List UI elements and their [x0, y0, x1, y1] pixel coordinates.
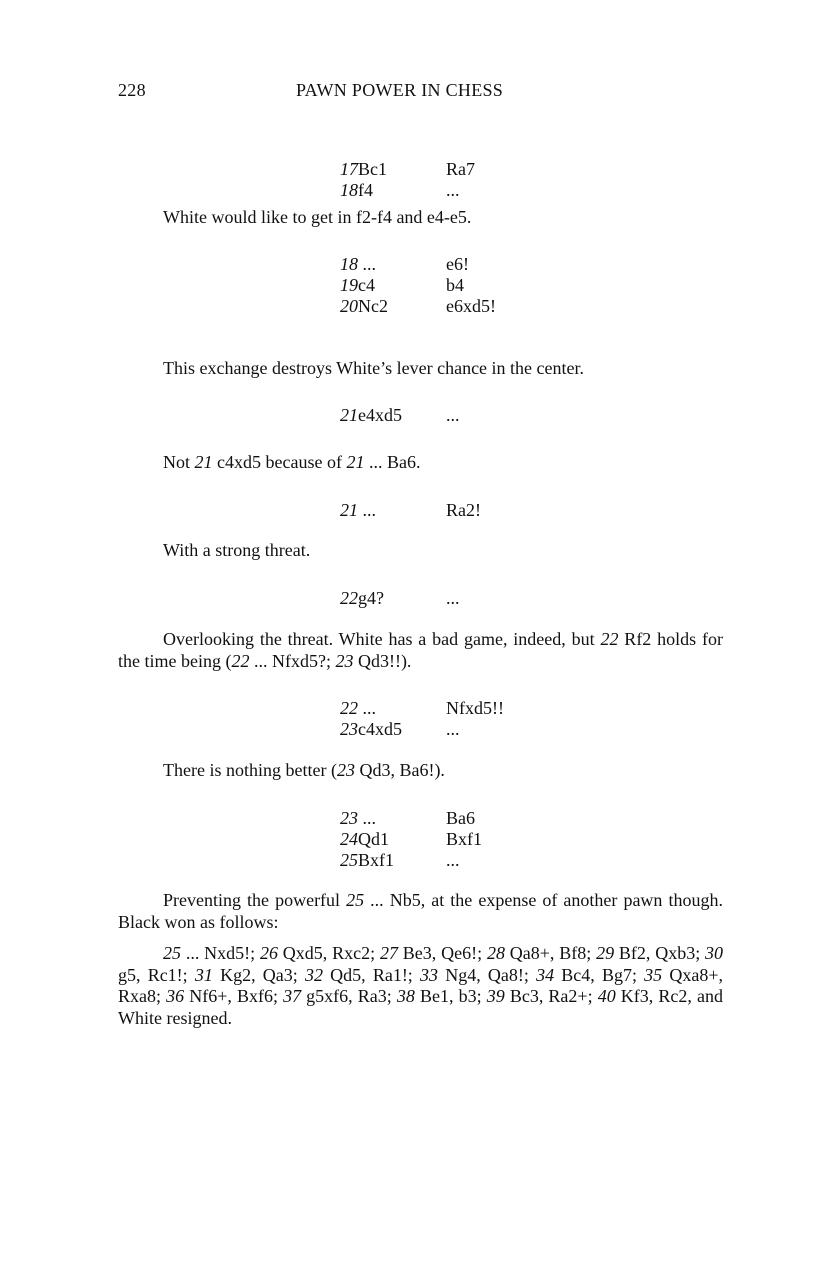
white-move — [340, 180, 446, 201]
move-row — [340, 159, 475, 180]
moves-block — [340, 159, 475, 201]
move-number: 17 — [340, 159, 358, 179]
white-move — [340, 405, 446, 426]
black-move: Ra7 — [446, 159, 475, 179]
moves-block — [340, 405, 460, 426]
white-move-text: e4xd5 — [358, 405, 402, 425]
move-number: 23 — [340, 719, 358, 739]
move-number: 18 — [340, 254, 358, 274]
white-move-text: c4xd5 — [358, 719, 402, 739]
white-move-text: Nc2 — [358, 296, 388, 316]
move-row — [340, 829, 482, 850]
move-number: 20 — [340, 296, 358, 316]
white-move — [340, 500, 446, 521]
move-number: 21 — [340, 500, 358, 520]
black-move: ... — [446, 588, 460, 608]
move-row — [340, 850, 482, 871]
white-move-text: ... — [362, 254, 376, 274]
moves-block — [340, 254, 496, 317]
white-move — [340, 850, 446, 871]
white-move — [340, 698, 446, 719]
move-row — [340, 808, 482, 829]
moves-block — [340, 500, 481, 521]
move-row — [340, 296, 496, 317]
paragraph: There is nothing better (23 Qd3, Ba6!). — [163, 760, 445, 780]
move-row — [340, 405, 460, 426]
move-row — [340, 698, 504, 719]
move-row — [340, 275, 496, 296]
white-move — [340, 808, 446, 829]
white-move — [340, 296, 446, 317]
black-move: e6! — [446, 254, 469, 274]
paragraph: Not 21 c4xd5 because of 21 ... Ba6. — [163, 452, 421, 472]
move-number: 24 — [340, 829, 358, 849]
paragraph: Overlooking the threat. White has a bad game, indeed, but 22 Rf2 holds for the time being (22 ... Nfxd5?; 23 Qd3!!). — [118, 629, 723, 671]
moves-block — [340, 808, 482, 871]
paragraph: 25 ... Nxd5!; 26 Qxd5, Rxc2; 27 Be3, Qe6!; 28 Qa8+, Bf8; 29 Bf2, Qxb3; 30 g5, Rc1!; 31 Kg2, Qa3; 32 Qd5, Ra1!; 33 Ng4, Qa8!; 34 Bc4, Bg7; 35 Qxa8+, Rxa8; 36 Nf6+, Bxf6; 37 g5xf6, Ra3; 38 Be1, b3; 39 Bc3, Ra2+; 40 Kf3, Rc2, and White resigned. — [118, 943, 724, 1028]
move-row — [340, 588, 460, 609]
black-move: e6xd5! — [446, 296, 496, 316]
black-move: ... — [446, 405, 460, 425]
page-header — [118, 80, 718, 106]
white-move-text: Bc1 — [358, 159, 387, 179]
white-move — [340, 254, 446, 275]
black-move: Ba6 — [446, 808, 475, 828]
white-move-text: c4 — [358, 275, 375, 295]
move-row — [340, 500, 481, 521]
white-move — [340, 829, 446, 850]
white-move-text: f4 — [358, 180, 373, 200]
black-move: Bxf1 — [446, 829, 482, 849]
move-row — [340, 180, 475, 201]
white-move — [340, 159, 446, 180]
paragraph: Preventing the powerful 25 ... Nb5, at the expense of another pawn though. Black won as follows: — [118, 890, 723, 932]
white-move-text: Qd1 — [358, 829, 389, 849]
white-move-text: Bxf1 — [358, 850, 394, 870]
black-move: ... — [446, 850, 460, 870]
moves-block — [340, 698, 504, 740]
black-move: Nfxd5!! — [446, 698, 504, 718]
move-number: 22 — [340, 698, 358, 718]
white-move-text: ... — [362, 500, 376, 520]
white-move-text: ... — [362, 808, 376, 828]
page-number: 228 — [118, 80, 146, 100]
paragraph: With a strong threat. — [163, 540, 311, 560]
white-move — [340, 588, 446, 609]
white-move — [340, 275, 446, 296]
move-row — [340, 254, 496, 275]
paragraph: White would like to get in f2-f4 and e4-e5. — [163, 207, 472, 227]
running-title: PAWN POWER IN CHESS — [296, 80, 504, 100]
white-move-text: g4? — [358, 588, 384, 608]
black-move: Ra2! — [446, 500, 481, 520]
move-number: 21 — [340, 405, 358, 425]
black-move: b4 — [446, 275, 464, 295]
move-number: 22 — [340, 588, 358, 608]
move-number: 25 — [340, 850, 358, 870]
move-number: 23 — [340, 808, 358, 828]
white-move-text: ... — [362, 698, 376, 718]
move-row — [340, 719, 504, 740]
black-move: ... — [446, 719, 460, 739]
paragraph: This exchange destroys White’s lever chance in the center. — [163, 358, 585, 378]
black-move: ... — [446, 180, 460, 200]
move-number: 18 — [340, 180, 358, 200]
move-number: 19 — [340, 275, 358, 295]
moves-block — [340, 588, 460, 609]
white-move — [340, 719, 446, 740]
